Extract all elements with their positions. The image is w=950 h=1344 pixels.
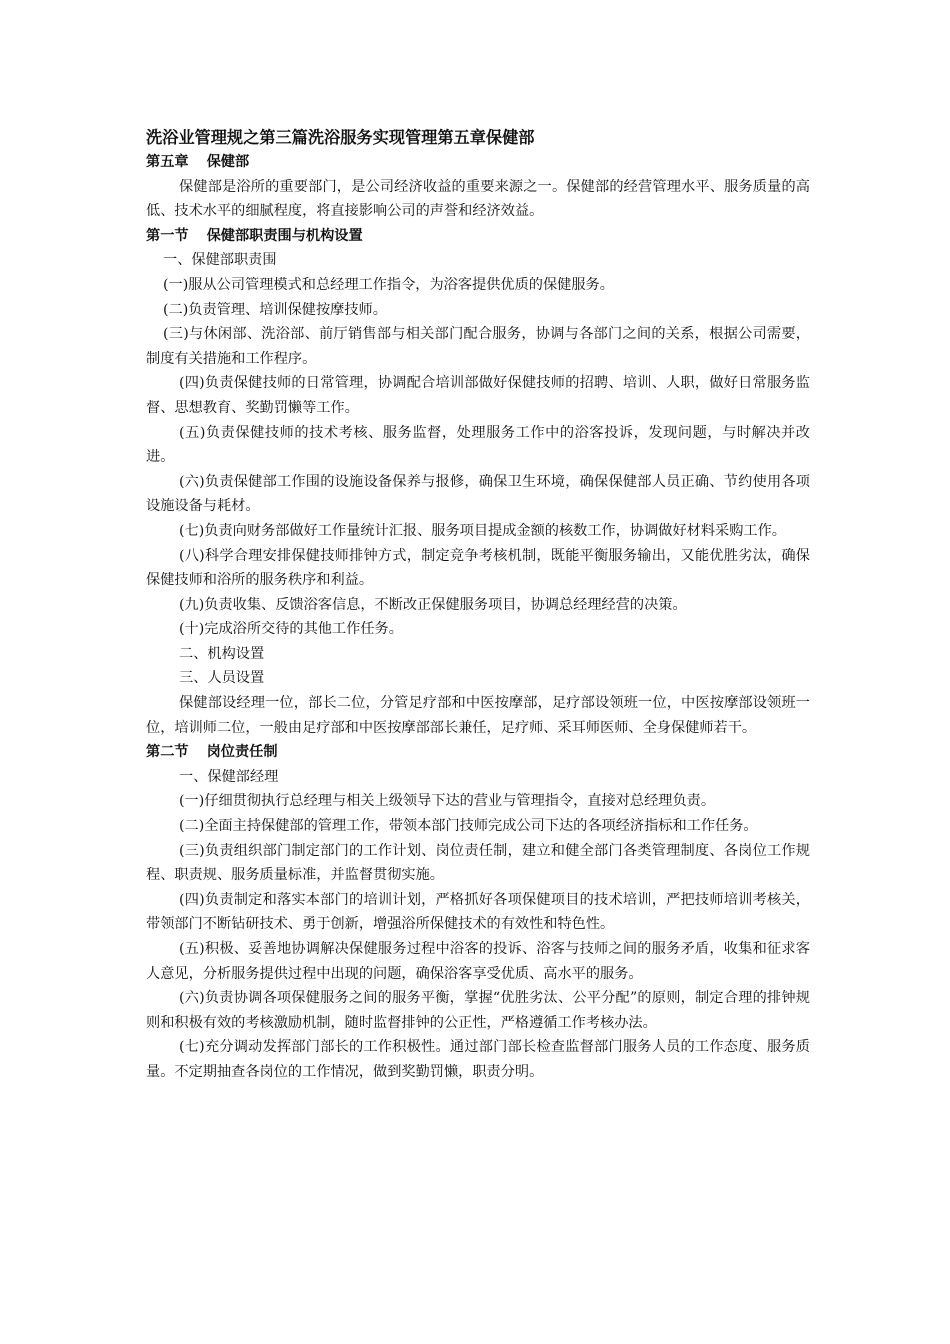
- section1-number: 第一节: [146, 227, 189, 244]
- section1-name: 保健部职责围与机构设置: [206, 227, 363, 244]
- section1-duty-item: (八)科学合理安排保健技师排钟方式，制定竞争考核机制，既能平衡服务输出，又能优胜劣汰，确保保健技师和浴所的服务秩序和利益。: [146, 547, 810, 589]
- section1-duty-item: (三)与休闲部、洗浴部、前厅销售部与相关部门配合服务，协调与各部门之间的关系，根据公司需要，制度有关措施和工作程序。: [146, 326, 810, 367]
- section1-duty-item: (五)负责保健技师的技术考核、服务监督，处理服务工作中的浴客投诉，发现问题，与时解决并改进。: [146, 424, 810, 466]
- chapter-heading: [146, 150, 810, 175]
- intro-paragraph: 保健部是浴所的重要部门，是公司经济收益的重要来源之一。保健部的经营管理水平、服务质量的高低、技术水平的细腻程度，将直接影响公司的声誉和经济效益。: [146, 178, 810, 220]
- section1-duty-item: (一)服从公司管理模式和总经理工作指令，为浴客提供优质的保健服务。: [163, 276, 614, 293]
- section1-duty-item: (六)负责保健部工作围的设施设备保养与报修，确保卫生环境，确保保健部人员正确、节约使用各项设施设备与耗材。: [146, 473, 810, 515]
- section2-heading: [146, 740, 810, 765]
- section2-duty-item: (七)充分调动发挥部门部长的工作积极性。通过部门部长检查监督部门服务人员的工作态度、服务质量。不定期抽查各岗位的工作情况，做到奖勤罚懒，职责分明。: [146, 1039, 810, 1080]
- section2-name: 岗位责任制: [206, 744, 278, 761]
- section2-duty-item: (六)负责协调各项保健服务之间的服务平衡，掌握“优胜劣汰、公平分配”的原则，制定合理的排钟规则和积极有效的考核激励机制，随时监督排钟的公正性，严格遵循工作考核办法。: [146, 990, 810, 1031]
- chapter-name: 保健部: [206, 154, 250, 170]
- chapter-number: 第五章: [146, 154, 189, 170]
- section1-subheading-staffing: 三、人员设置: [179, 670, 265, 687]
- section1-duty-item: (七)负责向财务部做好工作量统计汇报、服务项目提成金额的核数工作，协调做好材料采购工作。: [179, 522, 786, 539]
- section2-duty-item: (四)负责制定和落实本部门的培训计划，严格抓好各项保健项目的技术培训，严把技师培训考核关，带领部门不断钻研技术、勇于创新，增强浴所保健技术的有效性和特色性。: [146, 891, 810, 933]
- document-page: [146, 126, 810, 1085]
- section2-duty-item: (五)积极、妥善地协调解决保健服务过程中浴客的投诉、浴客与技师之间的服务矛盾，收集和征求客人意见，分析服务提供过程中出现的问题，确保浴客享受优质、高水平的服务。: [146, 941, 810, 982]
- section1-staffing-paragraph: 保健部设经理一位，部长二位，分管足疗部和中医按摩部，足疗部设领班一位，中医按摩部设领班一位，培训师二位，一般由足疗部和中医按摩部部长兼任，足疗师、采耳师医师、全身保健师若干。: [146, 695, 810, 736]
- section1-subheading-duties: 一、保健部职责围: [163, 252, 277, 269]
- section1-duty-item: (二)负责管理、培训保健按摩技师。: [163, 301, 387, 318]
- section2-subheading-manager: 一、保健部经理: [179, 768, 279, 785]
- section2-duty-item: (三)负责组织部门制定部门的工作计划、岗位责任制，建立和健全部门各类管理制度、各岗位工作规程、职责规、服务质量标准，并监督贯彻实施。: [146, 842, 810, 884]
- section1-duty-item: (四)负责保健技师的日常管理，协调配合培训部做好保健技师的招聘、培训、人职，做好日常服务监督、思想教育、奖勤罚懒等工作。: [146, 375, 810, 416]
- section1-heading: [146, 224, 810, 249]
- document-title: 洗浴业管理规之第三篇洗浴服务实现管理第五章保健部: [146, 128, 535, 147]
- section2-number: 第二节: [146, 744, 189, 761]
- section1-duty-item: (九)负责收集、反馈浴客信息，不断改正保健服务项目，协调总经理经营的决策。: [179, 596, 687, 613]
- section1-duty-item: (十)完成浴所交待的其他工作任务。: [179, 621, 403, 638]
- section1-subheading-structure: 二、机构设置: [179, 645, 265, 662]
- section2-duty-item: (一)仔细贯彻执行总经理与相关上级领导下达的营业与管理指令，直接对总经理负责。: [179, 793, 716, 810]
- section2-duty-item: (二)全面主持保健部的管理工作，带领本部门技师完成公司下达的各项经济指标和工作任务。: [179, 818, 758, 835]
